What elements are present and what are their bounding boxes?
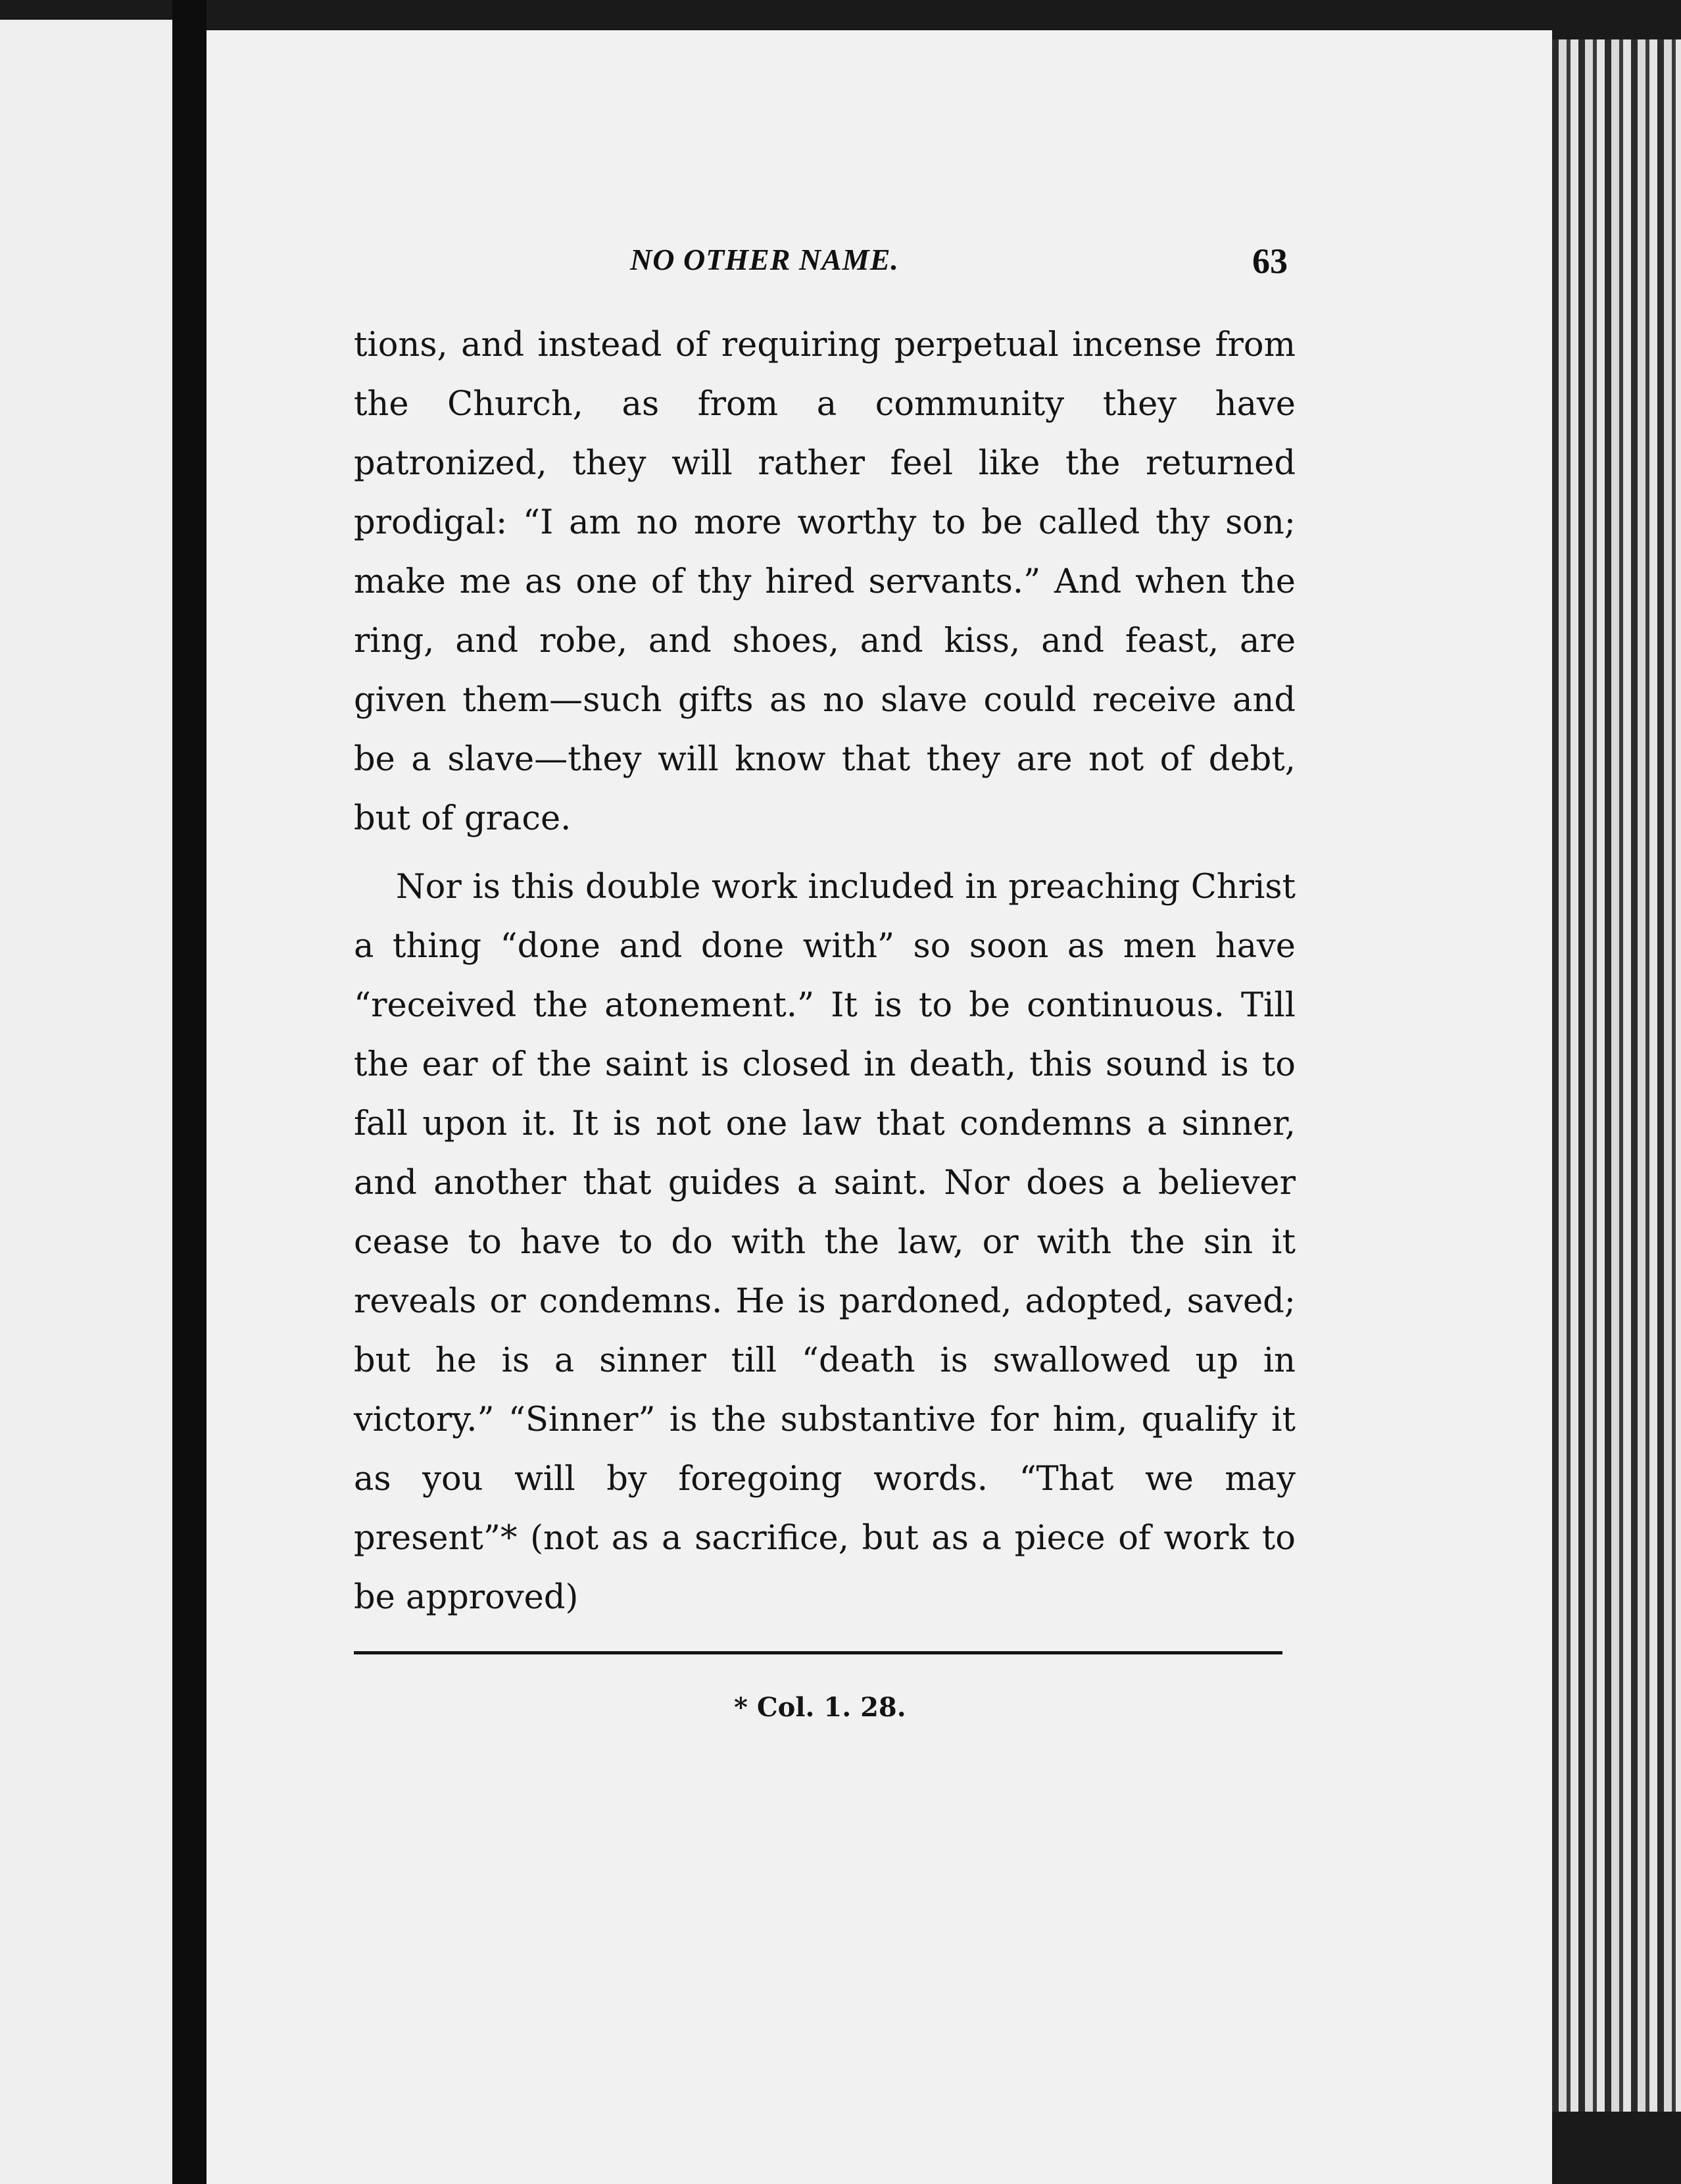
- running-title: NO OTHER NAME.: [630, 243, 899, 276]
- footnote-rule: [354, 1651, 1282, 1654]
- book-gutter: [172, 0, 207, 2184]
- page-edges: [1552, 39, 1681, 2112]
- page-edges-shadow: [1552, 2112, 1681, 2184]
- paragraph: tions, and instead of requiring perpetual incense from the Church, as from a community they have patronized, they will rather feel like the returned prodigal: “I am no more worthy to be called thy son; make me as one of thy hired servants.” And when the ring, and robe, and shoes, and kiss, and feast, are given them—such gifts as no slave could receive and be a slave—they will know that they are not of debt, but of grace.: [354, 326, 1296, 838]
- footnote: * Col. 1. 28.: [734, 1692, 906, 1723]
- page-number: 63: [1252, 241, 1288, 281]
- paragraph: Nor is this double work included in preaching Christ a thing “done and done with” so soon as men have “received the atonement.” It is to be continuous. Till the ear of the saint is closed in death, this sound is to fall upon it. It is not one law that condemns a sinner, and another that guides a saint. Nor does a believer cease to have to do with the law, or with the sin it reveals or condemns. He is pardoned, adopted, saved; but he is a sinner till “death is swallowed up in victory.” “Sinner” is the substantive for him, qualify it as you will by foregoing words. “That we may present”* (not as a sacrifice, but as a piece of work to be approved): [354, 868, 1296, 1617]
- body-text: [354, 316, 1296, 1627]
- facing-page-edge: [0, 20, 172, 2184]
